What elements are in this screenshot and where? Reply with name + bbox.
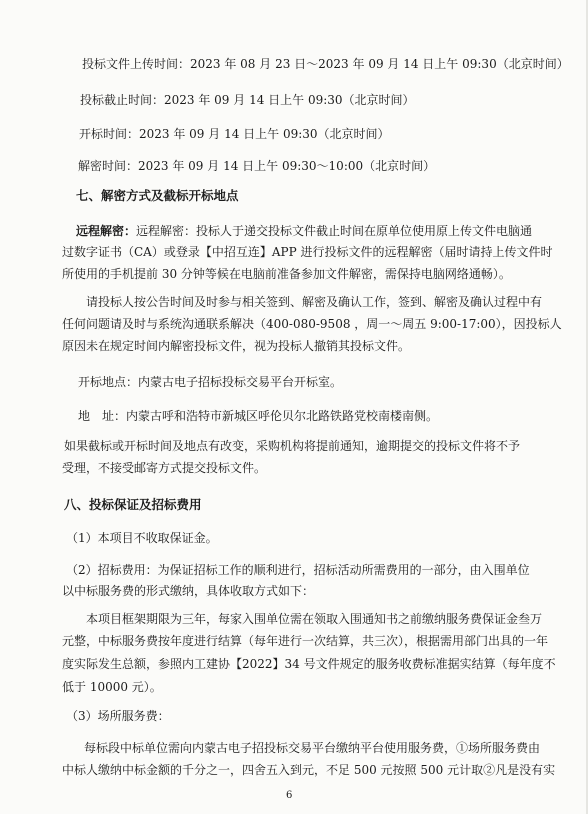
- remote-line-2: 过数字证书（CA）或登录【中招互连】APP 进行投标文件的远程解密（届时请持上传文件时: [62, 245, 553, 259]
- notice-line-3: 原因未在规定时间内解密投标文件，视为投标人撤销其投标文件。: [62, 339, 411, 353]
- item-2-line-2: 以中标服务费的形式缴纳，具体收取方式如下：: [62, 584, 315, 598]
- fee-line-1: 本项目框架期限为三年，每家入围单位需在领取入围通知书之前缴纳服务费保证金叁万: [86, 612, 543, 626]
- change-line-1: 如果截标或开标时间及地点有改变，采购机构将提前通知，逾期提交的投标文件将不予: [64, 439, 521, 453]
- remote-text: 远程解密：投标人于递交投标文件截止时间在原单位使用原上传文件电脑通: [136, 224, 533, 238]
- item-3: （3）场所服务费：: [66, 709, 170, 723]
- notice-line-2: 任何问题请及时与系统沟通联系解决（400-080-9508 ，周一～周五 9:00-17:00），因投标人: [62, 317, 562, 331]
- venue-address: 地 址：内蒙古呼和浩特市新城区呼伦贝尔北路铁路党校南楼南侧。: [78, 409, 439, 423]
- upload-time: 投标文件上传时间：2023 年 08 月 23 日～2023 年 09 月 14 日上午 09:30（北京时间）: [82, 57, 569, 71]
- change-line-2: 受理，不接受邮寄方式提交投标文件。: [62, 461, 267, 475]
- remote-label: 远程解密：: [76, 224, 137, 238]
- remote-line-1: [76, 223, 532, 239]
- decrypt-time: 解密时间：2023 年 09 月 14 日上午 09:30～10:00（北京时间）: [78, 159, 436, 173]
- remote-line-3: 所使用的手机提前 30 分钟等候在电脑前准备参加文件解密，需保持电脑网络通畅）。: [62, 267, 511, 281]
- venue-fee-line-2: 中标人缴纳中标金额的千分之一，四舍五入到元，不足 500 元按照 500 元计取②凡是没有实: [62, 763, 556, 777]
- item-2-line-1: （2）招标费用：为保证招标工作的顺利进行，招标活动所需费用的一部分，由入围单位: [66, 563, 530, 577]
- notice-line-1: 请投标人按公告时间及时参与相关签到、解密及确认工作，签到、解密及确认过程中有: [86, 295, 543, 309]
- fee-line-4: 低于 10000 元）。: [62, 680, 162, 694]
- fee-line-2: 元整，中标服务费按年度进行结算（每年进行一次结算，共三次），根据需用部门出具的一年: [62, 634, 549, 648]
- item-1: （1）本项目不收取保证金。: [66, 531, 218, 545]
- opening-time: 开标时间：2023 年 09 月 14 日上午 09:30（北京时间）: [79, 127, 390, 141]
- opening-venue: 开标地点：内蒙古电子招标投标交易平台开标室。: [78, 375, 343, 389]
- venue-fee-line-1: 每标段中标单位需向内蒙古电子招投标交易平台缴纳平台使用服务费，①场所服务费由: [84, 741, 541, 755]
- section-8-heading: 八、投标保证及招标费用: [64, 497, 202, 512]
- section-7-heading: 七、解密方式及截标开标地点: [76, 188, 239, 203]
- page-number: 6: [286, 790, 293, 801]
- deadline-time: 投标截止时间：2023 年 09 月 14 日上午 09:30（北京时间）: [80, 93, 415, 107]
- fee-line-3: 度实际发生总额，参照内工建协【2022】34 号文件规定的服务收费标准据实结算（每年度不: [62, 657, 556, 671]
